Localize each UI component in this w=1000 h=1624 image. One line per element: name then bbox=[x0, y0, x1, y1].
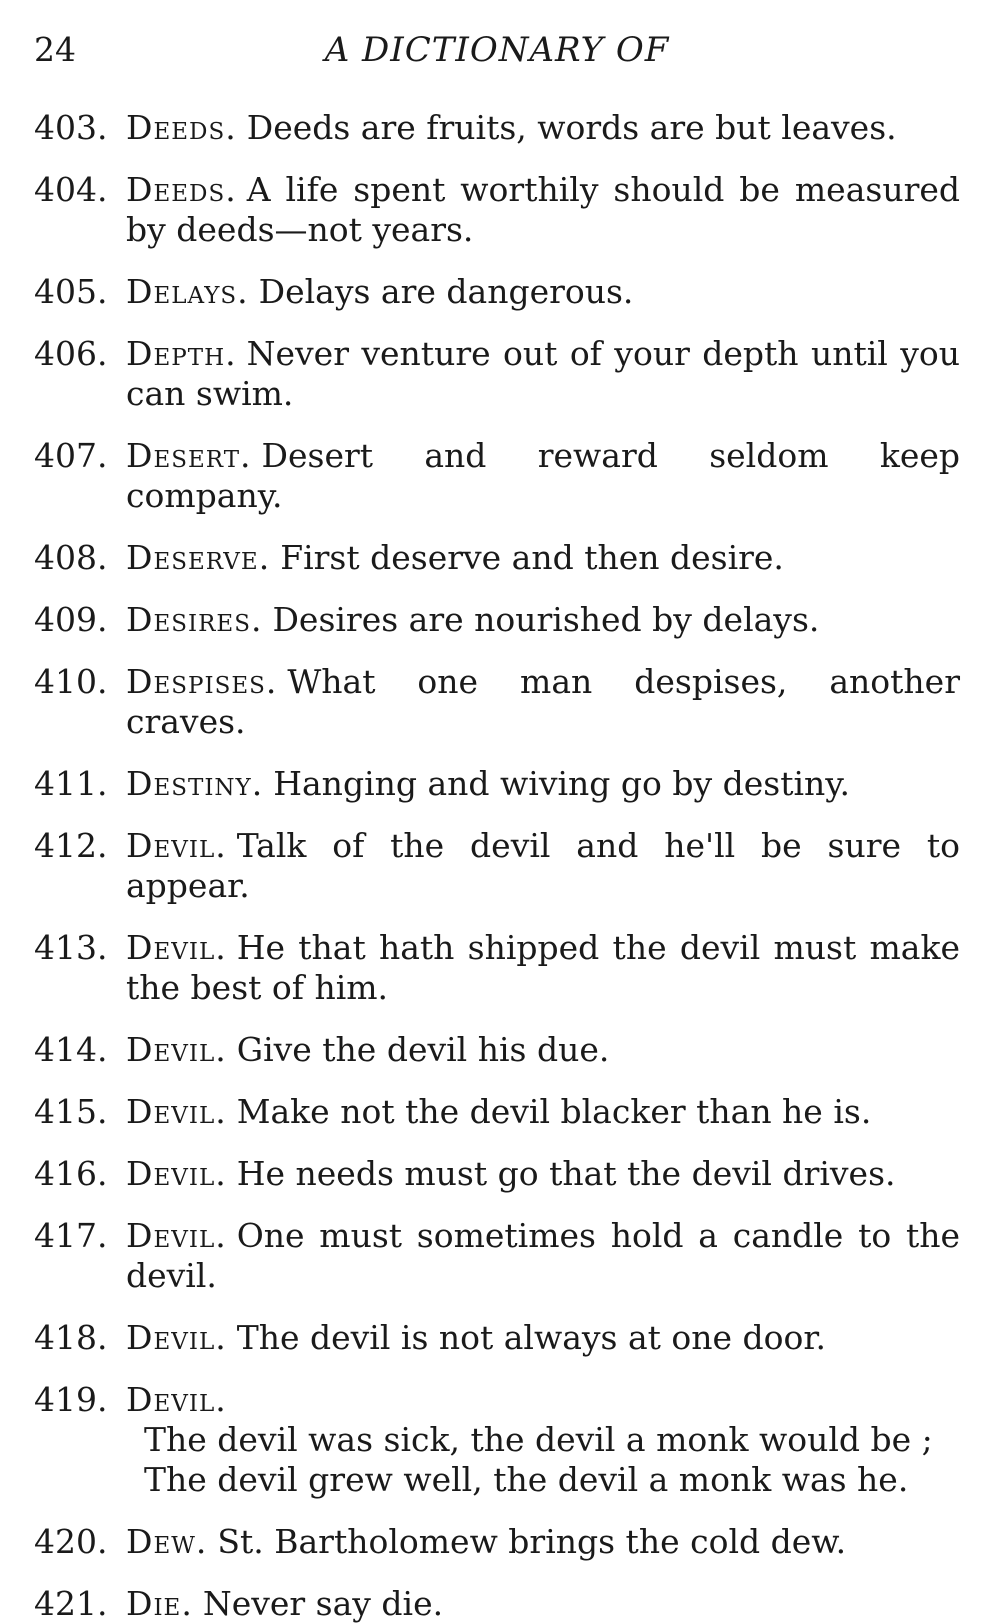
entry-416 bbox=[34, 1154, 960, 1194]
entry-text: Never venture out of your depth until you can swim. bbox=[126, 334, 960, 413]
entry-headword: Desert. bbox=[126, 436, 252, 475]
entry-headword: Devil. bbox=[126, 1092, 227, 1131]
page-number: 24 bbox=[34, 30, 76, 69]
entry-text: The devil is not always at one door. bbox=[236, 1318, 827, 1357]
entry-text: He needs must go that the devil drives. bbox=[236, 1154, 896, 1193]
entry-text: Delays are dangerous. bbox=[258, 272, 634, 311]
entry-number: 412. bbox=[34, 826, 108, 865]
entry-text: Make not the devil blacker than he is. bbox=[236, 1092, 872, 1131]
entry-text: He that hath shipped the devil must make the best of him. bbox=[126, 928, 960, 1007]
entry-number: 419. bbox=[34, 1380, 108, 1419]
entry-407 bbox=[34, 436, 960, 516]
entry-number: 411. bbox=[34, 764, 108, 803]
entry-415 bbox=[34, 1092, 960, 1132]
entry-text: One must sometimes hold a candle to the devil. bbox=[126, 1216, 960, 1295]
entry-405 bbox=[34, 272, 960, 312]
entry-403 bbox=[34, 108, 960, 148]
entry-text: First deserve and then desire. bbox=[280, 538, 784, 577]
entry-number: 407. bbox=[34, 436, 108, 475]
page-header bbox=[34, 30, 960, 78]
entry-headword: Deeds. bbox=[126, 170, 237, 209]
entry-headword: Devil. bbox=[126, 1216, 227, 1255]
entry-text: St. Bartholomew brings the cold dew. bbox=[217, 1522, 847, 1561]
entry-headword: Devil. bbox=[126, 928, 227, 967]
entry-headword: Desires. bbox=[126, 600, 263, 639]
entry-list bbox=[34, 108, 960, 1624]
entry-text: Desires are nourished by delays. bbox=[272, 600, 820, 639]
entry-number: 415. bbox=[34, 1092, 108, 1131]
entry-number: 406. bbox=[34, 334, 108, 373]
entry-number: 413. bbox=[34, 928, 108, 967]
entry-headword: Devil. bbox=[126, 1030, 227, 1069]
entry-number: 409. bbox=[34, 600, 108, 639]
entry-417 bbox=[34, 1216, 960, 1296]
entry-headword: Devil. bbox=[126, 1154, 227, 1193]
entry-number: 403. bbox=[34, 108, 108, 147]
entry-404 bbox=[34, 170, 960, 250]
entry-headword: Deserve. bbox=[126, 538, 271, 577]
entry-412 bbox=[34, 826, 960, 906]
entry-text: Talk of the devil and he'll be sure to appear. bbox=[126, 826, 960, 905]
entry-text: Hanging and wiving go by destiny. bbox=[273, 764, 851, 803]
entry-headword: Devil. bbox=[126, 1380, 227, 1419]
entry-409 bbox=[34, 600, 960, 640]
verse-line-1: The devil was sick, the devil a monk would be ; bbox=[144, 1420, 933, 1459]
entry-number: 414. bbox=[34, 1030, 108, 1069]
entry-421 bbox=[34, 1584, 960, 1624]
entry-headword: Delays. bbox=[126, 272, 249, 311]
entry-number: 404. bbox=[34, 170, 108, 209]
entry-text: Never say die. bbox=[202, 1584, 444, 1623]
running-title: A DICTIONARY OF bbox=[324, 30, 670, 70]
entry-408 bbox=[34, 538, 960, 578]
entry-text: Give the devil his due. bbox=[236, 1030, 610, 1069]
entry-number: 421. bbox=[34, 1584, 108, 1623]
entry-headword: Destiny. bbox=[126, 764, 264, 803]
entry-420 bbox=[34, 1522, 960, 1562]
entry-410 bbox=[34, 662, 960, 742]
verse-line-2: The devil grew well, the devil a monk was he. bbox=[144, 1460, 909, 1499]
entry-413 bbox=[34, 928, 960, 1008]
entry-headword: Devil. bbox=[126, 1318, 227, 1357]
entry-number: 420. bbox=[34, 1522, 108, 1561]
entry-headword: Dew. bbox=[126, 1522, 208, 1561]
entry-number: 405. bbox=[34, 272, 108, 311]
entry-number: 417. bbox=[34, 1216, 108, 1255]
entry-headword: Devil. bbox=[126, 826, 227, 865]
entry-418 bbox=[34, 1318, 960, 1358]
entry-text: What one man despises, another craves. bbox=[126, 662, 960, 741]
entry-number: 408. bbox=[34, 538, 108, 577]
entry-text: A life spent worthily should be measured by deeds—not years. bbox=[126, 170, 960, 249]
entry-headword: Deeds. bbox=[126, 108, 237, 147]
entry-411 bbox=[34, 764, 960, 804]
entry-number: 410. bbox=[34, 662, 108, 701]
entry-text: Desert and reward seldom keep company. bbox=[126, 436, 960, 515]
entry-headword: Depth. bbox=[126, 334, 237, 373]
entry-414 bbox=[34, 1030, 960, 1070]
entry-406 bbox=[34, 334, 960, 414]
entry-419 bbox=[34, 1380, 960, 1500]
entry-number: 418. bbox=[34, 1318, 108, 1357]
entry-number: 416. bbox=[34, 1154, 108, 1193]
entry-headword: Despises. bbox=[126, 662, 278, 701]
entry-headword: Die. bbox=[126, 1584, 193, 1623]
entry-text: Deeds are fruits, words are but leaves. bbox=[246, 108, 897, 147]
